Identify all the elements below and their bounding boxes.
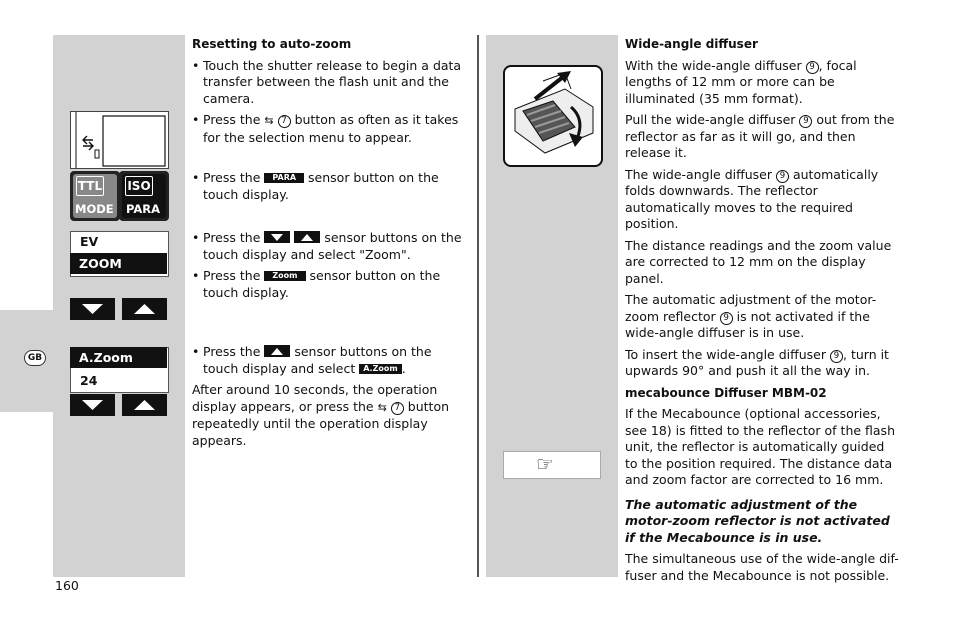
ttl-label: TTL xyxy=(76,176,104,196)
right-text-column xyxy=(625,36,900,589)
para-text: automatically folds downwards. The reflector automatically moves to the required position. xyxy=(625,166,879,231)
up-button-1 xyxy=(122,298,167,320)
camera-back-illustration xyxy=(70,111,169,169)
para-sensor-icon: PARA xyxy=(264,173,304,183)
callout-number: 7 xyxy=(391,402,404,415)
para-text: To insert the wide-angle diffuser xyxy=(625,346,827,362)
ttl-mode-key xyxy=(70,171,120,221)
zoom-sensor-icon: Zoom xyxy=(264,271,305,281)
mode-label: MODE xyxy=(75,202,114,216)
section-heading-mecabounce: mecabounce Diffuser MBM-02 xyxy=(625,385,827,400)
callout-number: 9 xyxy=(830,350,843,363)
para-text: With the wide-angle diffuser xyxy=(625,57,802,73)
swap-arrows-icon: ⇆ xyxy=(264,114,274,127)
step-press-button-7 xyxy=(192,112,464,146)
left-text-column xyxy=(192,36,464,454)
para-text: button repeatedly until the operation display appears. xyxy=(192,398,450,448)
para-text: After around 10 seconds, the operation display appears, or press the xyxy=(192,382,438,414)
step-press-zoom xyxy=(192,268,464,301)
swap-arrows-icon: ⇆ xyxy=(377,400,387,414)
diffuser-insert xyxy=(625,347,900,380)
pointing-hand-icon: ☞ xyxy=(536,452,554,476)
para-text: Pull the wide-angle diffuser xyxy=(625,112,796,127)
step-text: Press the xyxy=(203,268,261,283)
step-text: . xyxy=(401,360,406,376)
step-touch-shutter: • Touch the shutter release to begin a data transfer between the flash unit and the camera. xyxy=(192,58,464,108)
callout-number: 9 xyxy=(799,115,812,128)
para-text: , turn it upwards 90° and push it all the way in. xyxy=(625,346,889,378)
note-box xyxy=(503,451,601,479)
azoom-bar: A.Zoom xyxy=(70,347,167,368)
step-text: sensor button on the touch display. xyxy=(203,268,441,300)
section-heading-diffuser: Wide-angle diffuser xyxy=(625,37,758,51)
mecabounce-paragraph: If the Mecabounce (optional accessories, see 18) is fitted to the reflector of the flash unit, the reflector is automatically guided to the position required. The distance data and zoom factor are corrected to 16 mm. xyxy=(625,406,895,487)
azoom-sensor-icon: A.Zoom xyxy=(359,364,402,374)
diffuser-not-activated xyxy=(625,292,900,342)
callout-number: 9 xyxy=(720,312,733,325)
step-text: sensor button on the touch display. xyxy=(203,170,439,202)
diffuser-pull xyxy=(625,112,900,162)
up-sensor-icon xyxy=(294,231,320,243)
step-select-zoom xyxy=(192,230,464,263)
diffuser-intro xyxy=(625,58,900,108)
step-text: Press the xyxy=(203,344,261,359)
para-text: The wide-angle diffuser xyxy=(625,166,772,182)
para-text: The automatic adjustment of the motor-zoom reflector xyxy=(625,292,877,324)
zoom-value: 24 xyxy=(80,373,98,388)
simultaneous-use-paragraph: The simultaneous use of the wide-angle dif-fuser and the Mecabounce is not possible. xyxy=(625,551,899,583)
column-divider xyxy=(477,35,479,577)
callout-number: 9 xyxy=(776,170,789,183)
ev-label: EV xyxy=(80,234,99,249)
iso-label: ISO xyxy=(125,176,153,196)
after-paragraph xyxy=(192,382,464,449)
callout-number: 7 xyxy=(278,115,291,128)
step-text: Press the xyxy=(203,170,261,185)
para-text: out from the reflector as far as it will go, and then release it. xyxy=(625,112,895,160)
diffuser-corrected: The distance readings and the zoom value are corrected to 12 mm on the display panel. xyxy=(625,237,892,286)
step-text: sensor buttons on the touch display and select xyxy=(203,344,432,376)
step-text: Press the xyxy=(203,230,261,245)
step-text: Press the xyxy=(203,112,261,127)
wide-angle-diffuser-illustration xyxy=(503,65,603,167)
step-press-para xyxy=(192,170,464,203)
iso-para-key xyxy=(119,171,169,221)
up-sensor-icon xyxy=(264,345,290,357)
para-text: is not activated if the wide-angle diffuser is in use. xyxy=(625,308,870,340)
down-button-1 xyxy=(70,298,115,320)
diffuser-folds xyxy=(625,167,900,233)
step-text: sensor buttons on the touch display and select "Zoom". xyxy=(203,230,462,262)
up-button-2 xyxy=(122,394,167,416)
step-text: button as often as it takes for the selection menu to appear. xyxy=(203,112,459,145)
down-sensor-icon xyxy=(264,231,290,243)
zoom-bar: ZOOM xyxy=(70,253,167,274)
para-label: PARA xyxy=(126,202,161,216)
language-badge: GB xyxy=(24,350,46,366)
step-select-azoom xyxy=(192,344,464,377)
mecabounce-note: The automatic adjustment of the motor-zoom reflector is not activated if the Mecabounce is in use. xyxy=(625,496,890,545)
page-number: 160 xyxy=(55,578,79,593)
section-heading-autozoom: Resetting to auto-zoom xyxy=(192,37,352,51)
callout-number: 9 xyxy=(806,61,819,74)
para-text: , focal lengths of 12 mm or more can be illuminated (35 mm format). xyxy=(625,57,857,106)
down-button-2 xyxy=(70,394,115,416)
